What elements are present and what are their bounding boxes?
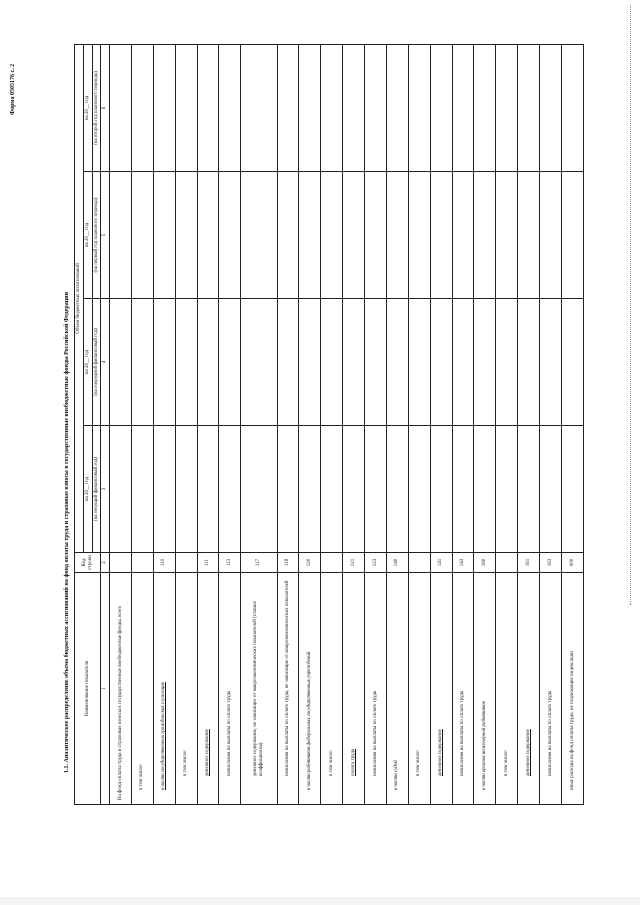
col-number: 3: [101, 426, 110, 553]
row-code: [110, 553, 132, 573]
col-number: 4: [101, 299, 110, 426]
value-cell: [452, 299, 474, 426]
value-cell: [452, 45, 474, 172]
value-cell: [561, 299, 583, 426]
row-label: в том числе:: [321, 573, 343, 805]
section-title: 1.1. Аналитическое распределение объема бюджетных ассигнований на фонд оплаты труда и страховые взносы в государственные внебюджетные фонды Российской Федерации: [64, 291, 70, 773]
row-code: [131, 553, 153, 573]
value-cell: [321, 299, 343, 426]
header-period-4: (на второй год планового периода): [92, 45, 101, 172]
col-number: 2: [101, 553, 110, 573]
table-row: [496, 45, 518, 805]
value-cell: [299, 299, 321, 426]
value-cell: [153, 45, 175, 172]
row-code: 141: [430, 553, 452, 573]
value-cell: [496, 172, 518, 299]
value-cell: [131, 45, 153, 172]
row-label: в части судей: [386, 573, 408, 805]
value-cell: [496, 45, 518, 172]
row-code: 121: [343, 553, 365, 573]
value-cell: [153, 172, 175, 299]
value-cell: [241, 299, 277, 426]
value-cell: [561, 172, 583, 299]
value-cell: [365, 172, 387, 299]
value-cell: [219, 299, 241, 426]
value-cell: [277, 426, 299, 553]
row-label: в части государственных гражданских служащих: [153, 573, 175, 805]
table-row: [241, 45, 277, 805]
row-code: [496, 553, 518, 573]
row-label: в том числе:: [175, 573, 197, 805]
header-indicator: Наименование показателя: [75, 573, 101, 805]
row-code: 110: [153, 553, 175, 573]
value-cell: [365, 45, 387, 172]
value-cell: [430, 45, 452, 172]
header-volume: Объем бюджетных ассигнований: [75, 45, 84, 553]
table-row: [110, 45, 132, 805]
row-code: [175, 553, 197, 573]
row-label: начисления на выплаты по оплате труда: [540, 573, 562, 805]
value-cell: [299, 45, 321, 172]
row-label: начисления на выплаты по оплате труда, не зависящие от макроэкономических показателей: [277, 573, 299, 805]
value-cell: [540, 45, 562, 172]
value-cell: [518, 45, 540, 172]
row-label: иные расходы на фонд оплаты труда, не подлежащие индексации: [561, 573, 583, 805]
col-number: 1: [101, 573, 110, 805]
table-row: [219, 45, 241, 805]
row-code: [408, 553, 430, 573]
value-cell: [131, 426, 153, 553]
value-cell: [153, 299, 175, 426]
col-number: 5: [101, 172, 110, 299]
value-cell: [175, 426, 197, 553]
value-cell: [474, 45, 496, 172]
value-cell: [540, 426, 562, 553]
value-cell: [219, 172, 241, 299]
value-cell: [343, 172, 365, 299]
value-cell: [365, 299, 387, 426]
row-code: 120: [299, 553, 321, 573]
value-cell: [110, 45, 132, 172]
table-row: [175, 45, 197, 805]
row-code: 161: [518, 553, 540, 573]
row-code: 111: [197, 553, 219, 573]
row-code: 117: [241, 553, 277, 573]
row-label: оплата труда: [343, 573, 365, 805]
value-cell: [131, 172, 153, 299]
value-cell: [452, 426, 474, 553]
row-label: денежное содержание: [518, 573, 540, 805]
value-cell: [343, 426, 365, 553]
table-row: [321, 45, 343, 805]
scan-line: [630, 5, 632, 605]
value-cell: [321, 172, 343, 299]
table-row: [131, 45, 153, 805]
value-cell: [277, 299, 299, 426]
row-code: 160: [474, 553, 496, 573]
value-cell: [343, 45, 365, 172]
value-cell: [197, 172, 219, 299]
value-cell: [408, 299, 430, 426]
value-cell: [197, 45, 219, 172]
value-cell: [110, 426, 132, 553]
value-cell: [474, 299, 496, 426]
value-cell: [219, 45, 241, 172]
row-code: 000: [561, 553, 583, 573]
header-period-3: (на первый год планового периода): [92, 172, 101, 299]
row-label: начисления на выплаты по оплате труда: [365, 573, 387, 805]
value-cell: [386, 299, 408, 426]
table-row: [430, 45, 452, 805]
table-row: [365, 45, 387, 805]
table-row: [561, 45, 583, 805]
value-cell: [518, 172, 540, 299]
row-label: денежное содержание, не зависящее от макроэкономических показателей (ставки/коэффициенты): [241, 573, 277, 805]
col-number: 6: [101, 45, 110, 172]
value-cell: [452, 172, 474, 299]
row-label: денежное содержание: [430, 573, 452, 805]
value-cell: [474, 426, 496, 553]
value-cell: [365, 426, 387, 553]
value-cell: [175, 45, 197, 172]
value-cell: [496, 426, 518, 553]
data-table: [74, 44, 584, 805]
value-cell: [175, 299, 197, 426]
value-cell: [518, 426, 540, 553]
value-cell: [561, 45, 583, 172]
value-cell: [408, 45, 430, 172]
row-label: в том числе:: [131, 573, 153, 805]
value-cell: [430, 426, 452, 553]
value-cell: [430, 172, 452, 299]
value-cell: [474, 172, 496, 299]
row-label: На фонд оплаты труда и страховые взносы в государственные внебюджетные фонды, всего: [110, 573, 132, 805]
value-cell: [219, 426, 241, 553]
value-cell: [131, 299, 153, 426]
value-cell: [277, 172, 299, 299]
value-cell: [175, 172, 197, 299]
value-cell: [110, 299, 132, 426]
table-row: [408, 45, 430, 805]
row-label: в том числе:: [496, 573, 518, 805]
table-row: [540, 45, 562, 805]
value-cell: [197, 299, 219, 426]
row-label: в части органов инженерной работников: [474, 573, 496, 805]
row-label: начисления на выплаты по оплате труда: [219, 573, 241, 805]
value-cell: [540, 172, 562, 299]
value-cell: [540, 299, 562, 426]
header-year-2: на 20__ год: [83, 299, 92, 426]
value-cell: [408, 426, 430, 553]
row-code: 140: [386, 553, 408, 573]
table-row: [153, 45, 175, 805]
value-cell: [321, 45, 343, 172]
row-code: 123: [365, 553, 387, 573]
header-period-2: (на очередной финансовый год): [92, 299, 101, 426]
table-row: [299, 45, 321, 805]
value-cell: [496, 299, 518, 426]
row-code: 113: [219, 553, 241, 573]
value-cell: [430, 299, 452, 426]
value-cell: [241, 426, 277, 553]
table-row: [386, 45, 408, 805]
row-code: [321, 553, 343, 573]
value-cell: [386, 426, 408, 553]
value-cell: [110, 172, 132, 299]
header-year-4: на 20__ год: [83, 45, 92, 172]
table-row: [277, 45, 299, 805]
header-year-3: на 20__ год: [83, 172, 92, 299]
row-label: в том числе:: [408, 573, 430, 805]
value-cell: [386, 172, 408, 299]
table-row: [452, 45, 474, 805]
header-year-1: на 20__ год: [83, 426, 92, 553]
row-code: 118: [277, 553, 299, 573]
header-period-1: (на текущий финансовый год): [92, 426, 101, 553]
value-cell: [321, 426, 343, 553]
value-cell: [343, 299, 365, 426]
row-label: денежное содержание: [197, 573, 219, 805]
scan-edge: [0, 897, 640, 905]
value-cell: [241, 45, 277, 172]
value-cell: [518, 299, 540, 426]
value-cell: [561, 426, 583, 553]
value-cell: [277, 45, 299, 172]
value-cell: [153, 426, 175, 553]
value-cell: [386, 45, 408, 172]
table-row: [343, 45, 365, 805]
row-code: 163: [540, 553, 562, 573]
row-label: в части работников федеральных государственных учреждений: [299, 573, 321, 805]
value-cell: [408, 172, 430, 299]
value-cell: [241, 172, 277, 299]
row-label: начисления на выплаты по оплате труда: [452, 573, 474, 805]
table-row: [518, 45, 540, 805]
header-code: Код строки: [75, 553, 101, 573]
value-cell: [299, 426, 321, 553]
value-cell: [299, 172, 321, 299]
form-number: Форма 0505176 с. 2: [10, 63, 16, 115]
table-row: [474, 45, 496, 805]
table-body: [110, 45, 584, 805]
value-cell: [197, 426, 219, 553]
row-code: 143: [452, 553, 474, 573]
table-row: [197, 45, 219, 805]
